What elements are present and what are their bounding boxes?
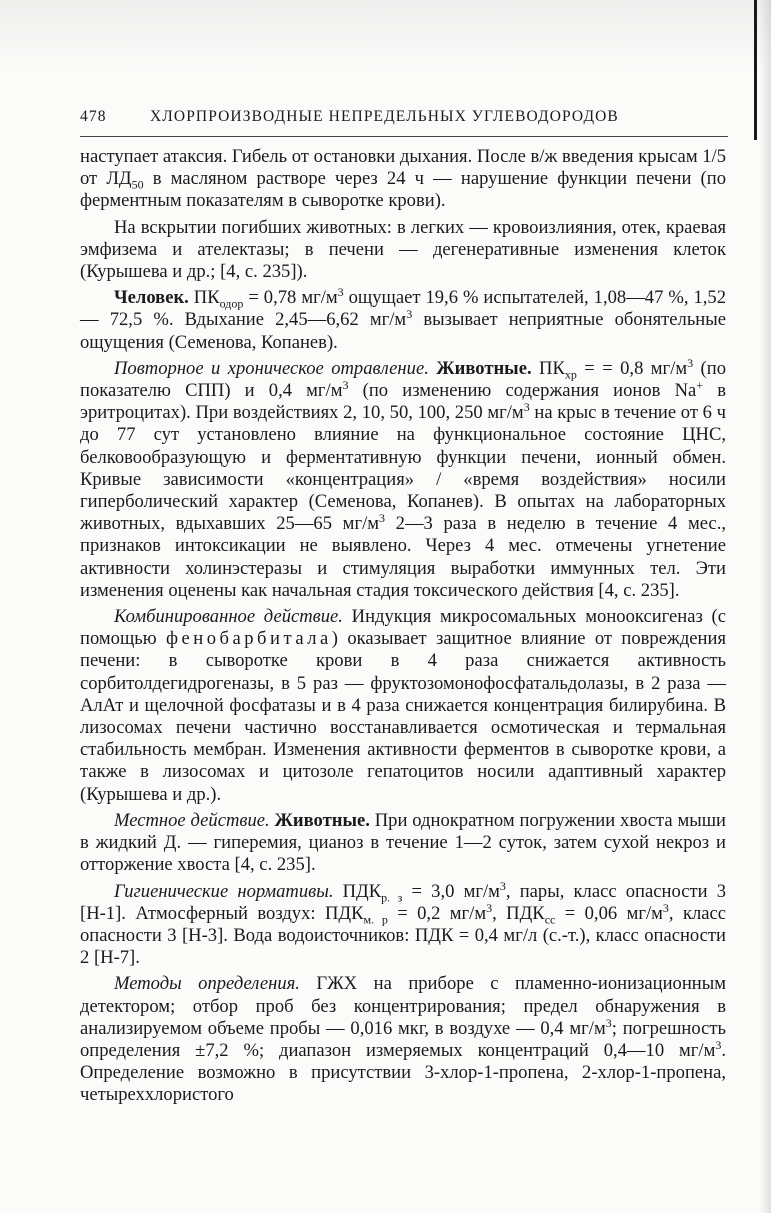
text-run: ПДК [333, 880, 382, 902]
paragraph-combined-action [80, 606, 726, 806]
subscript: р. з [381, 890, 403, 905]
text-run: 2—3 раза в неделю в течение 4 мес., признаков интоксикации не выявлено. Через 4 мес. отмечены угнетение активности холинэстеразы и стимуляция выработки иммунных тел. Эти изменения оценены как начальная стадия токсического действия [4, с. 235]. [80, 513, 726, 601]
paragraph-autopsy [80, 217, 726, 284]
text-run: ощущает 19,6 % испытателей, 1,08—47 %, 1,52 — 72,5 %. Вдыхание 2,45—6,62 мг/м [80, 287, 726, 331]
superscript: 3 [605, 1015, 612, 1030]
page-edge-mark [754, 0, 757, 140]
text-run: , ПДК [492, 902, 545, 924]
section-label-animals: Животные. [428, 357, 532, 379]
paragraph-human [80, 287, 726, 354]
text-run: ПК [531, 357, 565, 379]
superscript: 3 [687, 355, 694, 370]
text-run: На вскрытии погибших животных: в легких — кровоизлияния, отек, краевая эмфизема и ателектазы; в печени — дегенеративные изменения клеток (Курышева и др.; [4, с. 235]). [80, 216, 726, 283]
text-run: в масляном растворе через 24 ч — нарушение функции печени (по ферментным показателям в сыворотке крови). [80, 168, 726, 212]
superscript: 3 [499, 878, 506, 893]
paragraph-ataxia [80, 146, 726, 213]
text-run: (по изменению содержания ионов Na [348, 380, 697, 402]
text-run: = 0,06 мг/м [555, 902, 663, 924]
superscript: + [696, 377, 704, 392]
body-text [80, 146, 726, 1111]
text-run: ; погрешность определения ±7,2 %; диапазон измеряемых концентраций 0,4—10 мг/м [80, 1017, 727, 1061]
spaced-term: фенобарбитала [166, 628, 332, 650]
text-run: , класс опасности 3 [Н-3]. Вода водоисточников: ПДК = 0,4 мг/л (с.-т.), класс опасности 2 [Н-7]. [80, 902, 727, 969]
paragraph-hygienic-norms [80, 878, 727, 970]
text-run: (по показателю СПП) и 0,4 мг/м [80, 357, 726, 402]
subscript: сс [544, 912, 556, 927]
text-run: = = 0,8 мг/м [576, 357, 688, 379]
text-run: наступает атаксия. Гибель от остановки дыхания. После в/ж введения крысам 1/5 от ЛД [80, 146, 726, 190]
section-heading-norms: Гигиенические нормативы. [114, 880, 334, 902]
text-run: = 3,0 мг/м [402, 880, 500, 902]
text-run: = 0,2 мг/м [387, 902, 487, 924]
section-heading-chronic: Повторное и хроническое отравление. [114, 357, 429, 379]
superscript: 3 [486, 900, 493, 915]
text-run: ГЖХ на приборе с пламенно-ионизационным детектором; отбор проб без концентрирования; предел обнаружения в анализируемом объеме пробы — 0,016 мкг, в воздухе — 0,4 мг/м [80, 973, 726, 1039]
paragraph-local-action [80, 810, 726, 877]
subscript: м. р [363, 912, 388, 927]
text-run: . Определение возможно в присутствии 3-хлор-1-пропена, 2-хлор-1-пропена, четыреххлористого [80, 1039, 726, 1106]
text-run: ПК [188, 287, 220, 309]
paragraph-methods [80, 973, 726, 1106]
superscript: 3 [342, 377, 349, 392]
text-run: , пары, класс опасности 3 [Н-1]. Атмосферный воздух: ПДК [80, 880, 726, 924]
page-edge-shadow [759, 0, 771, 1213]
superscript: 3 [337, 285, 344, 300]
running-title: ХЛОРПРОИЗВОДНЫЕ НЕПРЕДЕЛЬНЫХ УГЛЕВОДОРОДОВ [150, 108, 619, 125]
section-label-human: Человек. [114, 287, 189, 309]
running-header [80, 102, 720, 132]
superscript: 3 [406, 307, 413, 322]
text-run: При однократном погружении хвоста мыши в жидкий Д. — гиперемия, цианоз в течение 1—2 суток, затем сухой некроз и отторжение хвоста [4, с. 235]. [80, 809, 727, 876]
paragraph-chronic-poisoning [80, 355, 726, 602]
section-heading-methods: Методы определения. [114, 973, 300, 995]
text-run: Индукция микросомальных монооксигеназ (с помощью [80, 606, 726, 650]
text-run: = 0,78 мг/м [243, 287, 338, 309]
superscript: 3 [715, 1037, 722, 1052]
text-run: ) оказывает защитное влияние от повреждения печени: в сыворотке крови в 4 раза снижается активность сорбитолдегидрогеназы, в 5 раз — фруктозомонофосфатальдолазы, в 2 раза — АлАт и щелочной фосфатазы и в 4 раза снижается концентрация билирубина. В лизосомах печени частично восстанавливается осмотическая и термальная стабильность мембран. Изменения активности ферментов в сыворотке крови, а также в лизосомах и цитозоле гепатоцитов носили адаптивный характер (Курышева и др.). [80, 628, 726, 805]
scan-shadow [0, 0, 771, 70]
superscript: 3 [523, 400, 530, 415]
text-run: в эритроцитах). При воздействиях 2, 10, 50, 100, 250 мг/м [80, 380, 726, 424]
section-heading-local: Местное действие. [114, 809, 270, 831]
subscript: хр [564, 367, 577, 382]
text-run: вызывает неприятные обонятельные ощущения (Семенова, Копанев). [80, 309, 726, 353]
section-label-animals: Животные. [269, 809, 370, 831]
subscript: одор [219, 296, 244, 311]
text-run: на крыс в течение от 6 ч до 77 сут установлено влияние на функциональное состояние ЦНС, белковообразующую и ферментативную функции печени, ионный обмен. Кривые зависимости «концентрация» / «время воздействия» носили гиперболический характер (Семенова, Копанев). В опытах на лабораторных животных, вдыхавших 25—65 мг/м [80, 402, 726, 535]
header-rule [80, 136, 728, 137]
page-number: 478 [80, 108, 107, 125]
section-heading-combined: Комбинированное действие. [114, 606, 343, 628]
subscript: 50 [131, 177, 144, 192]
superscript: 3 [379, 511, 386, 526]
superscript: 3 [662, 900, 669, 915]
